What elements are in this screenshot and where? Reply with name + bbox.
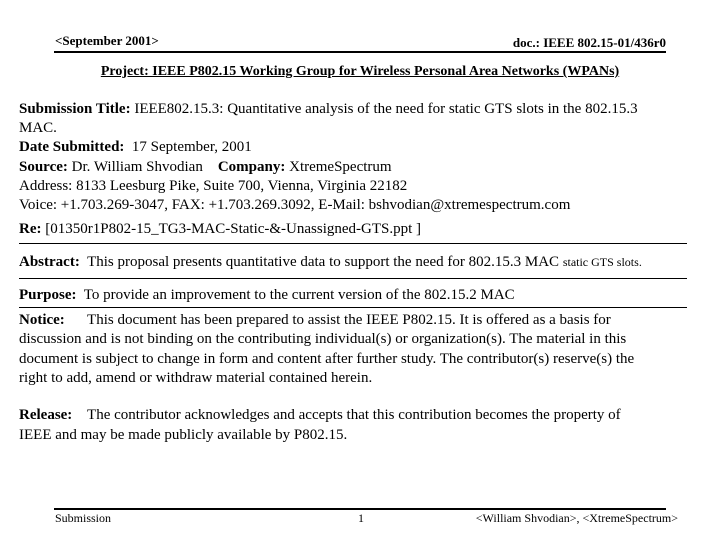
release-text-1: The contributor acknowledges and accepts that this contribution becomes the property of [87, 407, 621, 423]
divider-re [19, 243, 687, 244]
address-line: Address: 8133 Leesburg Pike, Suite 700, Vienna, Virginia 22182 [19, 178, 408, 194]
notice-text-1: This document has been prepared to assist the IEEE P802.15. It is offered as a basis for [87, 312, 611, 328]
divider-abstract [19, 278, 687, 279]
footer-submission: Submission [55, 511, 112, 525]
purpose-line [19, 286, 515, 306]
divider-purpose [19, 307, 687, 308]
notice-line-3: document is subject to change in form and content after further study. The contributor(s) reserve(s) the [19, 351, 635, 367]
source-label: Source: [19, 159, 68, 175]
abstract-tail: static GTS slots. [562, 255, 642, 269]
company-value: XtremeSpectrum [289, 159, 392, 175]
abstract-line [19, 253, 642, 273]
submission-title-value: IEEE802.15.3: Quantitative analysis of the need for static GTS slots in the 802.15.3 [134, 101, 638, 117]
company-label: Company: [217, 159, 286, 175]
source-line [19, 158, 392, 178]
footer-page-number: 1 [358, 511, 364, 525]
header-doc-id: doc.: IEEE 802.15-01/436r0 [512, 35, 666, 50]
header-rule [54, 51, 666, 53]
project-title: Project: IEEE P802.15 Working Group for Wireless Personal Area Networks (WPANs) [100, 64, 620, 79]
date-submitted-value: 17 September, 2001 [131, 139, 252, 155]
abstract-value: This proposal presents quantitative data to support the need for 802.15.3 MAC [87, 254, 560, 270]
purpose-label: Purpose: [19, 287, 77, 303]
release-label: Release: [19, 407, 73, 423]
notice-label: Notice: [19, 312, 65, 328]
footer-author: <William Shvodian>, <XtremeSpectrum> [475, 511, 678, 525]
header-date: <September 2001> [55, 33, 159, 48]
abstract-label: Abstract: [19, 254, 80, 270]
notice-line-2: discussion and is not binding on the contributing individual(s) or organization(s). The material in this [19, 331, 627, 347]
notice-line-1 [19, 311, 611, 331]
submission-title-line [19, 100, 638, 120]
notice-line-4: right to add, amend or withdraw material contained herein. [19, 370, 373, 386]
re-label: Re: [19, 221, 42, 237]
release-line-1 [19, 406, 621, 426]
source-value: Dr. William Shvodian [71, 159, 203, 175]
submission-title-continuation: MAC. [19, 120, 57, 136]
re-value: [01350r1P802-15_TG3-MAC-Static-&-Unassigned-GTS.ppt ] [45, 221, 422, 237]
re-line [19, 220, 421, 240]
date-submitted-label: Date Submitted: [19, 139, 125, 155]
release-line-2: IEEE and may be made publicly available by P802.15. [19, 427, 348, 443]
purpose-value: To provide an improvement to the current version of the 802.15.2 MAC [83, 287, 515, 303]
date-submitted-line [19, 138, 252, 158]
submission-title-label: Submission Title: [19, 101, 131, 117]
contact-line: Voice: +1.703.269-3047, FAX: +1.703.269.3092, E-Mail: bshvodian@xtremespectrum.com [19, 197, 571, 213]
footer-rule [54, 508, 666, 510]
